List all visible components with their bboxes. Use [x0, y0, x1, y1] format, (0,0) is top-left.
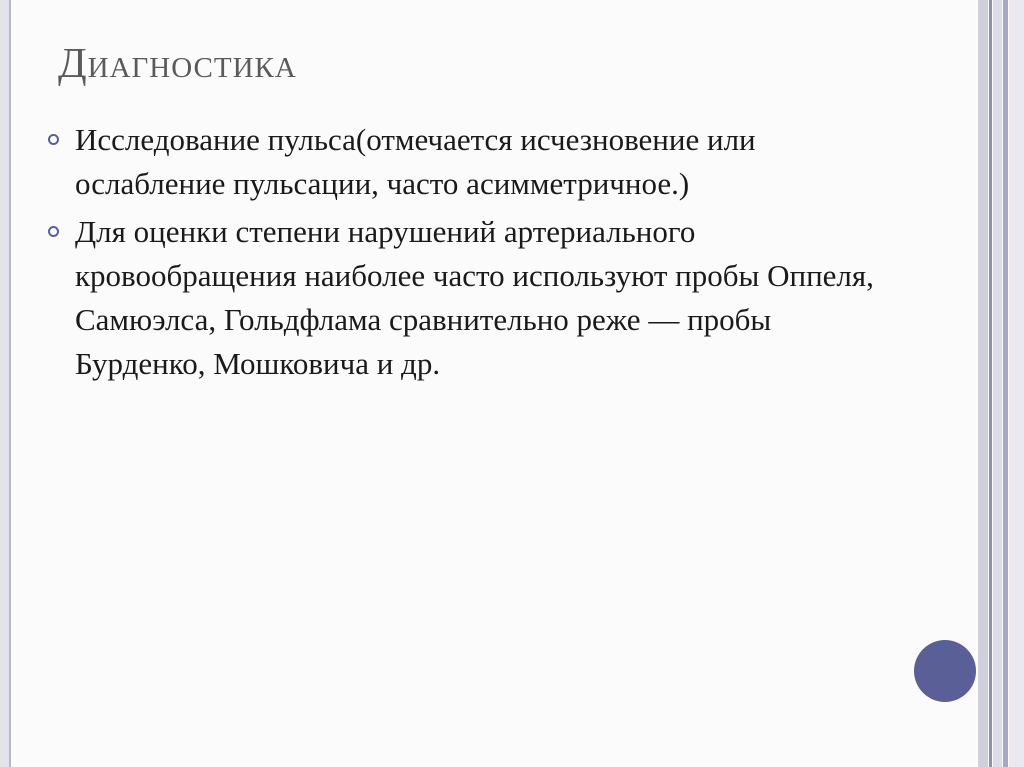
- right-border-decoration: [1009, 0, 1024, 767]
- bullet-text: Исследование пульса(отмечается исчезновение или ослабление пульсации, часто асимметричное.): [75, 122, 756, 201]
- left-border-decoration: [0, 0, 11, 767]
- bullet-list: [48, 118, 908, 390]
- bullet-text: Для оценки степени нарушений артериального кровообращения наиболее часто используют пробы Оппеля, Самюэлса, Гольдфлама сравнительно реже — пробы Бурденко, Мошковича и др.: [75, 214, 874, 381]
- decorative-circle-icon: [914, 640, 976, 702]
- slide-title: Диагностика: [58, 41, 297, 87]
- right-border-decoration: [978, 0, 988, 767]
- bullet-item: [48, 118, 908, 206]
- bullet-marker-icon: [48, 226, 59, 237]
- bullet-marker-icon: [48, 134, 59, 145]
- bullet-item: [48, 210, 908, 386]
- right-border-decoration: [1003, 0, 1008, 767]
- right-border-decoration: [989, 0, 992, 767]
- right-border-decoration: [993, 0, 1002, 767]
